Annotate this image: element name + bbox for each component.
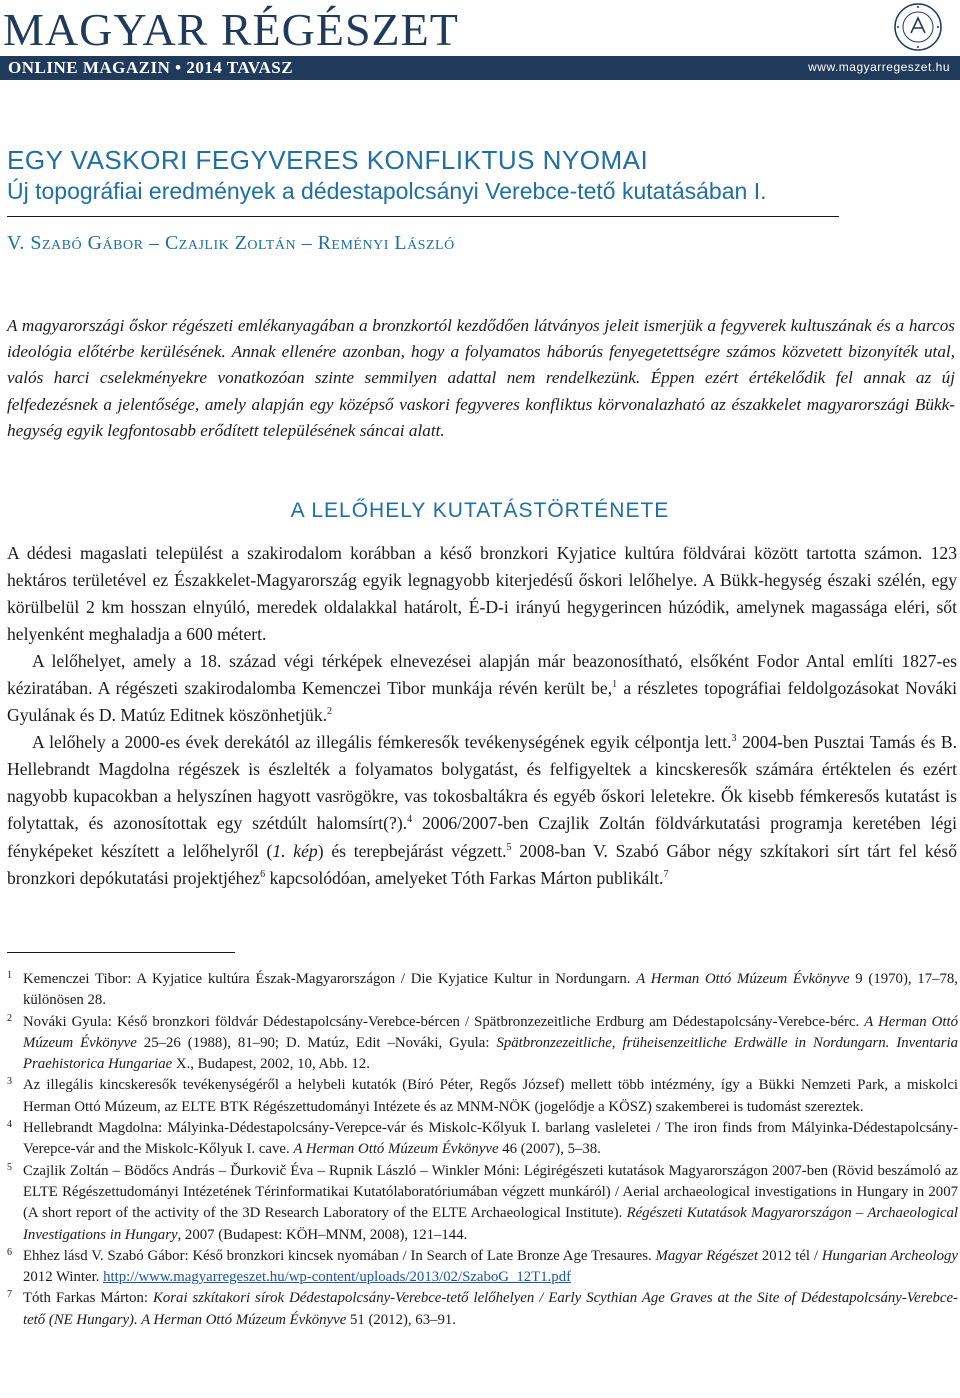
paragraph-3-text-d: ) és terepbejárást végzett. (317, 840, 507, 861)
footnote-tail: 51 (2012), 63–91. (346, 1311, 456, 1328)
footnote-tail: 25–26 (1988), 81–90; D. Matúz, Edit –Nováki, Gyula: (136, 1034, 497, 1051)
masthead (0, 0, 960, 85)
footnote-item (7, 1075, 958, 1118)
section-heading: A LELŐHELY KUTATÁSTÖRTÉNETE (290, 499, 670, 522)
footnote-tail-2: 2012 Winter. (23, 1269, 104, 1286)
paragraph-3-text-b: 2004-ben Pusztai Tamás és B. Hellebrandt Magdolna régészek is észlelték a folyamatos bolygatást, és felfigyeltek a kincskeresők számára értéktelen és ezért nagyobb kupacokban a helyszínen hagyott vasrögökre, vas tokosbaltákra és egyéb őskori leletekre. Ők kisebb fémkeresős kutatást is folytattak, és azonosítottak egy szétdúlt halomsírt(?). (7, 732, 958, 834)
footnote-tail-2: X., Budapest, 2002, 10, Abb. 12. (172, 1056, 370, 1073)
footnote-item (7, 1161, 958, 1246)
footnote-ref-7[interactable]: 7 (663, 868, 669, 880)
footnote-ref-6[interactable]: 6 (260, 868, 266, 880)
title-divider (7, 216, 839, 217)
footnote-text: Nováki Gyula: Késő bronzkori földvár Dédestapolcsány-Verebce-bércen / Spätbronzezeitliche Erdburg am Dédestapolcsány-Verebce-bérc. (23, 1013, 865, 1030)
footnote-divider (7, 952, 235, 953)
footnote-ref-1[interactable]: 1 (612, 679, 618, 691)
footnote-italic: Régészeti Kutatások Magyarországon – Archaeological Investigations in Hungary (23, 1205, 959, 1243)
issue-bar (0, 56, 960, 80)
footnote-italic: Magyar Régészet (655, 1247, 758, 1264)
archaeolingua-seal-icon (893, 2, 943, 52)
footnote-number: 7 (7, 1289, 12, 1301)
footnote-text: Tóth Farkas Márton: (23, 1290, 154, 1307)
paragraph-3-text-a: A lelőhely a 2000-es évek derekától az illegális fémkeresők tevékenységének egyik célpontja lett. (32, 732, 732, 753)
footnote-item (7, 1012, 958, 1076)
footnote-ref-2[interactable]: 2 (327, 706, 333, 718)
paragraph-3-text-f: kapcsolódóan, amelyeket Tóth Farkas Márton publikált. (265, 867, 664, 888)
paragraph-3-text-c: 2006/2007-ben Czajlik Zoltán földvárkutatási programja keretében légi fényképeket készített a lelőhelyről ( (7, 813, 957, 861)
figure-reference: 1. kép (272, 840, 318, 861)
abstract: A magyarországi őskor régészeti emlékanyagában a bronzkortól kezdődően látványos jeleit ismerjük a fegyverek kultuszának és a harcos ideológia előtérbe kerülésének. Annak ellenére azonban, hogy a folyamatos háborús fenyegetettségre számos közvetett bizonyíték utal, valós harci cselekményekre vonatkozóan szinte semmilyen adattal nem rendelkezünk. Éppen ezért értékelődik fel annak az új felfedezésnek a jelentősége, amely alapján egy középső vaskori fegyveres konfliktus körvonalazható az északkelet magyarországi Bükk-hegység egyik legfontosabb erődített településének sáncai alatt. (7, 316, 955, 440)
footnotes (7, 969, 958, 1331)
paragraph-3-text-e: 2008-ban V. Szabó Gábor négy szkítakori sírt tárt fel késő bronzkori depókutatási projektjéhez (7, 840, 957, 888)
article-authors: V. Szabó Gábor – Czajlik Zoltán – Reményi László (7, 232, 455, 254)
magazine-title: MAGYAR RÉGÉSZET (3, 4, 459, 55)
footnote-number: 3 (7, 1076, 12, 1088)
footnote-item (7, 1118, 958, 1161)
footnote-italic-2: Spätbronzezeitliche, früheisenzeitliche Erdwälle in Nordungarn. Inventaria Praehistorica Hungariae (23, 1034, 958, 1073)
footnote-item (7, 1288, 958, 1331)
footnote-number: 6 (7, 1246, 12, 1258)
footnote-item (7, 969, 958, 1012)
footnote-number: 5 (7, 1161, 12, 1173)
article-title: EGY VASKORI FEGYVERES KONFLIKTUS NYOMAI (7, 145, 649, 175)
footnote-italic-2: Hungarian Archeology (821, 1247, 958, 1264)
footnote-text: Czajlik Zoltán – Bödőcs András – Ďurkovič Éva – Rupnik László – Winkler Móni: Légirégészeti kutatások Magyarországon 2007-ben (Rövid beszámoló az ELTE Régészettudományi Intézetének Térinformatikai Kutatólaboratóriumában végzett munkáról) / Aerial archaeological investigations in Hungary in 2007 (A short report of the activity of the 3D Research Laboratory of the ELTE Archaeological Institute). (23, 1162, 958, 1222)
article-subtitle: Új topográfiai eredmények a dédestapolcsányi Verebce-tető kutatásában I. (7, 178, 767, 204)
paragraph-2-text-a: A lelőhelyet, amely a 18. század végi térképek elnevezései alapján már beazonosítható, elsőként Fodor Antal említi 1827-es kéziratában. A régészeti szakirodalomba Kemenczei Tibor munkája révén került be, (7, 651, 957, 699)
footnote-italic: A Herman Ottó Múzeum Évkönyve (293, 1141, 499, 1158)
paragraph-1: A dédesi magaslati települést a szakirodalom korábban a késő bronzkori Kyjatice kultúra földvárai között tartotta számon. 123 hektáros területével ez Északkelet-Magyarország egyik legnagyobb kiterjedésű őskori lelőhelye. A Bükk-hegység északi szélén, egy körülbelül 2 km hosszan elnyúló, meredek oldalakkal határolt, É-D-i irányú hegygerincen húzódik, amelynek magassága eléri, sőt helyenként meghaladja a 600 métert. (7, 543, 957, 645)
footnote-text: Hellebrandt Magdolna: Mályinka-Dédestapolcsány-Verepce-vár és Miskolc-Kőlyuk I. barlang vasleletei / The iron finds from Mályinka-Dédestapolcsány-Verepce-vár and the Miskolc-Kőlyuk I. cave. (23, 1120, 958, 1158)
paragraph-3 (7, 729, 957, 891)
footnote-italic: Korai szkítakori sírok Dédestapolcsány-Verebce-tető lelőhelyen / Early Scythian Age Graves at the Site of Dédestapolcsány-Verebce-tető (NE Hungary). A Herman Ottó Múzeum Évkönyve (23, 1290, 958, 1328)
footnote-tail: 46 (2007), 5–38. (498, 1141, 601, 1158)
issue-line: ONLINE MAGAZIN • 2014 TAVASZ (8, 58, 294, 77)
footnote-tail: , 2007 (Budapest: KÖH–MNM, 2008), 121–144. (177, 1226, 468, 1243)
footnote-ref-5[interactable]: 5 (506, 841, 512, 853)
footnote-item (7, 1246, 958, 1289)
footnote-number: 1 (7, 970, 12, 981)
footnote-italic: A Herman Ottó Múzeum Évkönyve (23, 1013, 958, 1051)
footnote-ref-3[interactable]: 3 (731, 733, 737, 745)
footnote-number: 2 (7, 1012, 12, 1024)
footnote-link[interactable]: http://www.magyarregeszet.hu/wp-content/uploads/2013/02/SzaboG_12T1.pdf (103, 1269, 572, 1286)
footnote-number: 4 (7, 1119, 12, 1131)
footnote-text: Az illegális kincskeresők tevékenységéről a helybeli kutatók (Bíró Péter, Regős József) mellett több intézmény, így a Bükki Nemzeti Park, a miskolci Herman Ottó Múzeum, az ELTE BTK Régészettudományi Intézete és az MNM-NÖK (jogelődje a KÖSZ) szakemberei is tudomást szereztek. (23, 1077, 958, 1115)
paragraph-2-text-b: a részletes topográfiai feldolgozásokat Nováki Gyulának és D. Matúz Editnek köszönhetjük. (7, 678, 958, 726)
section-body (7, 540, 957, 892)
paragraph-2 (7, 648, 957, 729)
footnote-italic: A Herman Ottó Múzeum Évkönyve (636, 971, 850, 987)
footnote-text: Kemenczei Tibor: A Kyjatice kultúra Észak-Magyarországon / Die Kyjatice Kultur in Nordungarn. (23, 971, 637, 987)
footnote-text: Ehhez lásd V. Szabó Gábor: Késő bronzkori kincsek nyomában / In Search of Late Bronze Age Tresaures. (23, 1247, 656, 1264)
footnote-tail: 2012 tél / (757, 1247, 822, 1264)
footnote-tail: 9 (1970), 17–78, különösen 28. (23, 971, 958, 1009)
footnote-ref-4[interactable]: 4 (407, 814, 413, 826)
site-url-link[interactable]: www.magyarregeszet.hu (808, 60, 950, 74)
